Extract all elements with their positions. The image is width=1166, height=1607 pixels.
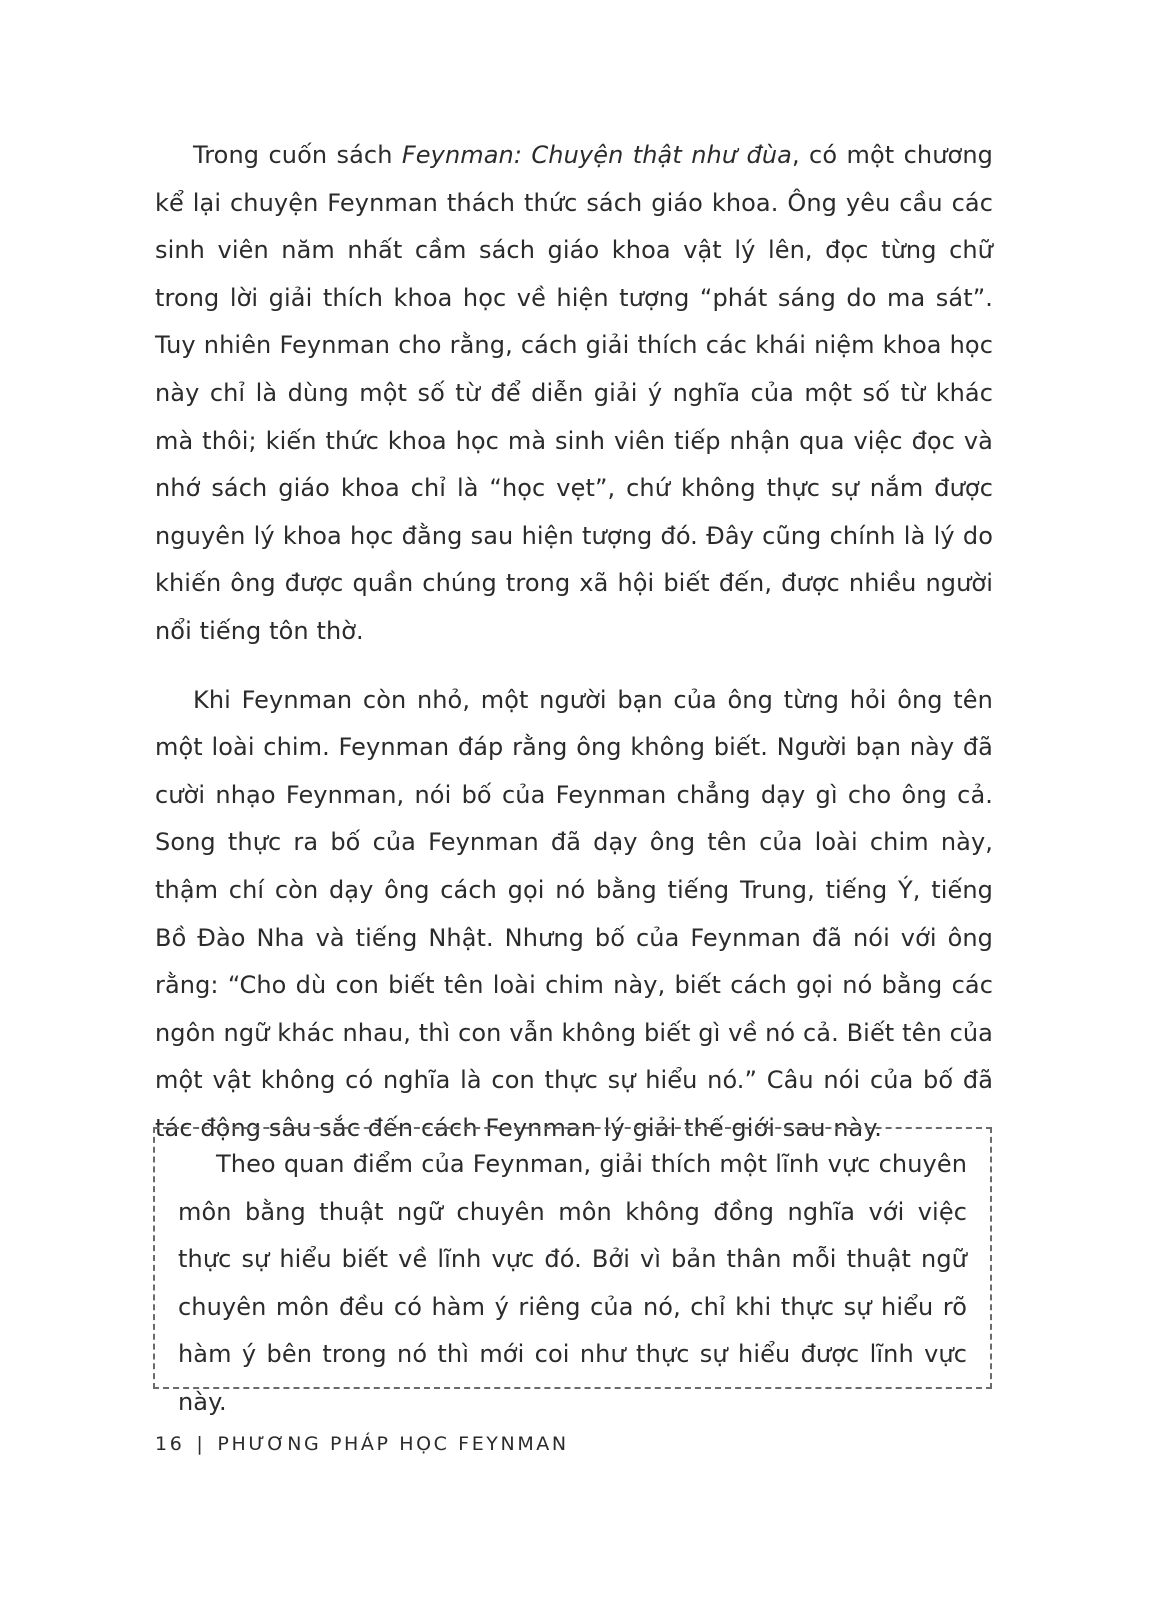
running-title: PHƯƠNG PHÁP HỌC FEYNMAN [217,1433,569,1455]
paragraph-2: Khi Feynman còn nhỏ, một người bạn của ông từng hỏi ông tên một loài chim. Feynman đáp rằng ông không biết. Người bạn này đã cười nhạo Feynman, nói bố của Feynman chẳng dạy gì cho ông cả. Song thực ra bố của Feynman đã dạy ông tên của loài chim này, thậm chí còn dạy ông cách gọi nó bằng tiếng Trung, tiếng Ý, tiếng Bồ Đào Nha và tiếng Nhật. Nhưng bố của Feynman đã nói với ông rằng: “Cho dù con biết tên loài chim này, biết cách gọi nó bằng các ngôn ngữ khác nhau, thì con vẫn không biết gì về nó cả. Biết tên của một vật không có nghĩa là con thực sự hiểu nó.” Câu nói của bố đã tác động sâu sắc đến cách Feynman lý giải thế giới sau này. [155,685,993,1142]
body-text [155,132,993,1152]
paragraph-1-lead: Trong cuốn sách [193,141,402,169]
callout-box [153,1127,992,1416]
callout-text: Theo quan điểm của Feynman, giải thích một lĩnh vực chuyên môn bằng thuật ngữ chuyên môn không đồng nghĩa với việc thực sự hiểu biết về lĩnh vực đó. Bởi vì bản thân mỗi thuật ngữ chuyên môn đều có hàm ý riêng của nó, chỉ khi thực sự hiểu rõ hàm ý bên trong nó thì mới coi như thực sự hiểu được lĩnh vực này. [178,1150,967,1416]
page-number: 16 [155,1433,185,1455]
page-footer [155,1433,569,1455]
footer-separator: | [196,1433,206,1455]
paragraph-1-rest: , có một chương kể lại chuyện Feynman thách thức sách giáo khoa. Ông yêu cầu các sinh viên năm nhất cầm sách giáo khoa vật lý lên, đọc từng chữ trong lời giải thích khoa học về hiện tượng “phát sáng do ma sát”. Tuy nhiên Feynman cho rằng, cách giải thích các khái niệm khoa học này chỉ là dùng một số từ để diễn giải ý nghĩa của một số từ khác mà thôi; kiến thức khoa học mà sinh viên tiếp nhận qua việc đọc và nhớ sách giáo khoa chỉ là “học vẹt”, chứ không thực sự nắm được nguyên lý khoa học đằng sau hiện tượng đó. Đây cũng chính là lý do khiến ông được quần chúng trong xã hội biết đến, được nhiều người nổi tiếng tôn thờ. [155,141,993,645]
book-title-italic: Feynman: Chuyện thật như đùa [401,141,792,169]
paragraph-1 [155,132,993,656]
